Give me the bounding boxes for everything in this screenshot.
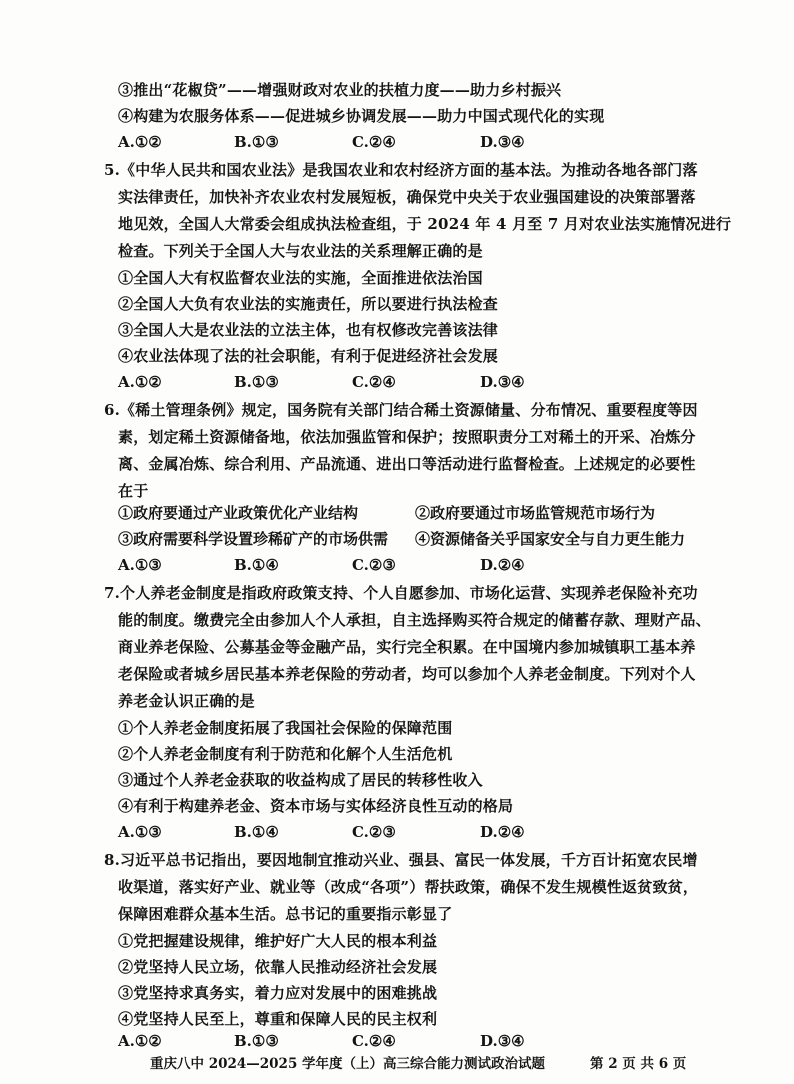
- q4-option-a: A.①②: [118, 133, 162, 151]
- q7-stem-line-5: 养老金认识正确的是: [118, 692, 255, 710]
- q6-stem-line-1: 6.《稀土管理条例》规定，国务院有关部门结合稀土资源储量、分布情况、重要程度等因: [104, 401, 698, 419]
- q8-option-a: A.①②: [118, 1032, 162, 1050]
- q7-stem-line-2: 能的制度。缴费完全由参加人个人承担，自主选择购买符合规定的储蓄存款、理财产品、: [118, 611, 711, 629]
- q8-option-d: D.③④: [480, 1032, 525, 1050]
- q4-item-3: ③推出“花椒贷”——增强财政对农业的扶植力度——助力乡村振兴: [118, 81, 562, 99]
- q7-item-1: ①个人养老金制度拓展了我国社会保险的保障范围: [118, 719, 453, 737]
- q6-stem-line-2: 素，划定稀土资源储备地，依法加强监管和保护；按照职责分工对稀土的开采、冶炼分: [118, 428, 696, 446]
- q5-option-b: B.①③: [234, 373, 279, 391]
- q7-option-d: D.②④: [480, 823, 525, 841]
- q4-option-d: D.③④: [480, 133, 525, 151]
- q5-stem-line-3: 地见效，全国人大常委会组成执法检查组，于 2024 年 4 月至 7 月对农业法实施情况进行: [118, 215, 732, 233]
- q7-option-b: B.①④: [234, 823, 279, 841]
- q5-option-a: A.①②: [118, 373, 162, 391]
- q4-option-b: B.①③: [234, 133, 279, 151]
- q7-stem-line-3: 商业养老保险、公募基金等金融产品，实行完全积累。在中国境内参加城镇职工基本养: [118, 638, 696, 656]
- q6-option-d: D.②④: [480, 556, 525, 574]
- q7-stem-line-1: 7.个人养老金制度是指政府政策支持、个人自愿参加、市场化运营、实现养老保险补充功: [104, 584, 698, 602]
- q8-item-1: ①党把握建设规律，维护好广大人民的根本利益: [118, 932, 438, 950]
- footer-exam-title: 重庆八中 2024—2025 学年度（上）高三综合能力测试政治试题: [150, 1056, 546, 1072]
- q7-option-c: C.②③: [352, 823, 396, 841]
- q8-item-2: ②党坚持人民立场，依靠人民推动经济社会发展: [118, 958, 438, 976]
- q5-option-c: C.②④: [352, 373, 396, 391]
- q8-option-c: C.②④: [352, 1032, 396, 1050]
- q4-item-4: ④构建为农服务体系——促进城乡协调发展——助力中国式现代化的实现: [118, 107, 605, 125]
- q6-stem-line-4: 在于: [118, 482, 149, 500]
- q7-stem-line-4: 老保险或者城乡居民基本养老保险的劳动者，均可以参加个人养老金制度。下列对个人: [118, 665, 696, 683]
- q5-stem-line-2: 实法律责任，加快补齐农业农村发展短板，确保党中央关于农业强国建设的决策部署落: [118, 188, 696, 206]
- q6-stem-line-3: 离、金属冶炼、综合利用、产品流通、进出口等活动进行监督检查。上述规定的必要性: [118, 455, 696, 473]
- q8-stem-line-2: 收渠道，落实好产业、就业等（改成“各项”）帮扶政策，确保不发生规模性返贫致贫，: [118, 878, 699, 896]
- q5-item-1: ①全国人大有权监督农业法的实施，全面推进依法治国: [118, 269, 483, 287]
- q7-item-4: ④有利于构建养老金、资本市场与实体经济良性互动的格局: [118, 797, 514, 815]
- q6-option-c: C.②③: [352, 556, 396, 574]
- q5-item-2: ②全国人大负有农业法的实施责任，所以要进行执法检查: [118, 295, 499, 313]
- q8-item-4: ④党坚持人民至上，尊重和保障人民的民主权利: [118, 1010, 438, 1028]
- q6-item-3: ③政府需要科学设置珍稀矿产的市场供需: [118, 530, 389, 548]
- q4-option-c: C.②④: [352, 133, 396, 151]
- q6-item-1: ①政府要通过产业政策优化产业结构: [118, 504, 359, 522]
- q5-stem-line-1: 5.《中华人民共和国农业法》是我国农业和农村经济方面的基本法。为推动各地各部门落: [104, 161, 698, 179]
- q5-item-4: ④农业法体现了法的社会职能，有利于促进经济社会发展: [118, 347, 499, 365]
- q8-stem-line-1: 8.习近平总书记指出，要因地制宜推动兴业、强县、富民一体发展，千方百计拓宽农民增: [104, 851, 698, 869]
- q6-item-4: ④资源储备关乎国家安全与自力更生能力: [415, 530, 686, 548]
- q6-option-a: A.①③: [118, 556, 162, 574]
- q8-stem-line-3: 保障困难群众基本生活。总书记的重要指示彰显了: [118, 905, 453, 923]
- q7-item-3: ③通过个人养老金获取的收益构成了居民的转移性收入: [118, 771, 483, 789]
- footer-page-number: 第 2 页 共 6 页: [590, 1056, 687, 1072]
- q7-option-a: A.①③: [118, 823, 162, 841]
- q6-item-2: ②政府要通过市场监管规范市场行为: [415, 504, 656, 522]
- q5-stem-line-4: 检查。下列关于全国人大与农业法的关系理解正确的是: [118, 242, 483, 260]
- q8-item-3: ③党坚持求真务实，着力应对发展中的困难挑战: [118, 984, 438, 1002]
- q5-option-d: D.③④: [480, 373, 525, 391]
- q7-item-2: ②个人养老金制度有利于防范和化解个人生活危机: [118, 745, 453, 763]
- q6-option-b: B.①④: [234, 556, 279, 574]
- q8-option-b: B.①③: [234, 1032, 279, 1050]
- q5-item-3: ③全国人大是农业法的立法主体，也有权修改完善该法律: [118, 321, 499, 339]
